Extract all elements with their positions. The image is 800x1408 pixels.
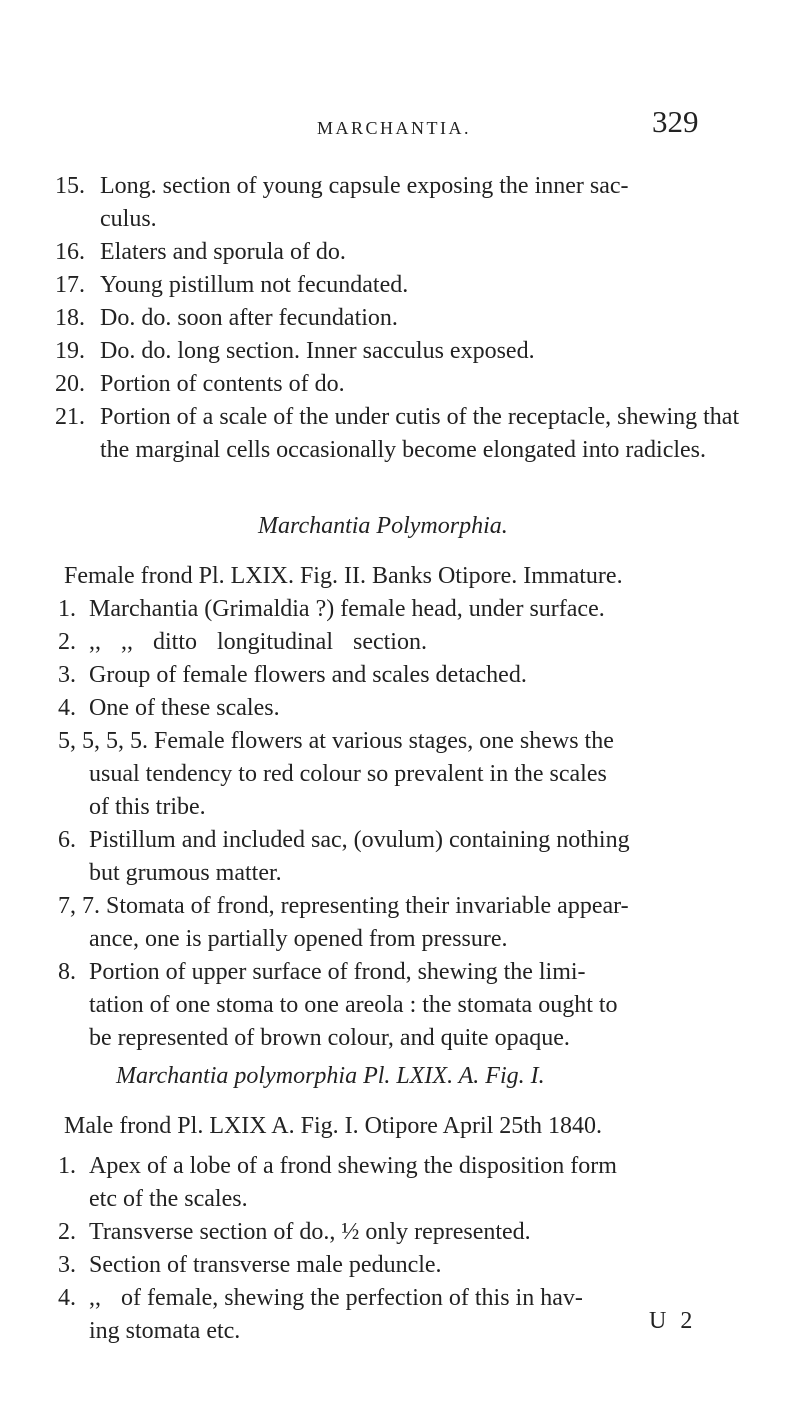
list-item (58, 1216, 758, 1249)
item-number: 1. (58, 1153, 76, 1179)
list-item (58, 890, 758, 956)
item-text: ,, ,, ditto longitudinal section. (89, 629, 427, 655)
item-number: 3. (58, 1252, 76, 1278)
item-number: 2. (58, 1219, 76, 1245)
item-text-continued: ance, one is partially opened from pressure. (89, 926, 508, 952)
item-text: Portion of contents of do. (100, 371, 345, 397)
page-header (0, 104, 800, 144)
item-text: Marchantia (Grimaldia ?) female head, under surface. (89, 596, 605, 622)
item-text: Pistillum and included sac, (ovulum) containing nothing but grumous matter. (89, 827, 630, 886)
item-number: 18. (55, 305, 85, 331)
item-number: 4. (58, 1285, 76, 1311)
item-text: Transverse section of do., ½ only represented. (89, 1219, 531, 1245)
item-text: Long. section of young capsule exposing the inner sac- culus. (100, 173, 629, 232)
section-heading: Marchantia Polymorphia. (258, 513, 508, 539)
item-number: 7, 7. (58, 893, 100, 919)
item-text: Portion of a scale of the under cutis of the receptacle, shewing that the marginal cells occasionally become elongated into radicles. (100, 404, 740, 463)
list-item (55, 170, 755, 236)
item-number: 15. (55, 173, 85, 199)
signature-mark: U 2 (649, 1308, 697, 1334)
item-text-line-1: Stomata of frond, representing their invariable appear- (106, 893, 629, 919)
list-item (58, 956, 758, 1055)
item-text: Do. do. long section. Inner sacculus exposed. (100, 338, 535, 364)
list-item (55, 269, 755, 302)
item-text: Do. do. soon after fecundation. (100, 305, 398, 331)
item-text-continued: of this tribe. (89, 794, 206, 820)
list-item (55, 335, 755, 368)
item-text: One of these scales. (89, 695, 280, 721)
item-number: 1. (58, 596, 76, 622)
running-title: MARCHANTIA. (317, 118, 472, 138)
item-number: 19. (55, 338, 85, 364)
list-item (58, 1249, 758, 1282)
item-number: 17. (55, 272, 85, 298)
item-text-continued: usual tendency to red colour so prevalent in the scales (89, 761, 607, 787)
list-item (55, 302, 755, 335)
item-text: ,, of female, shewing the perfection of this in hav- ing stomata etc. (89, 1285, 583, 1344)
item-number: 3. (58, 662, 76, 688)
item-text: Apex of a lobe of a frond shewing the disposition form etc of the scales. (89, 1153, 617, 1212)
item-text-line-1: Female flowers at various stages, one shews the (154, 728, 614, 754)
list-item (55, 236, 755, 269)
item-text: Group of female flowers and scales detached. (89, 662, 527, 688)
list-item (55, 401, 755, 467)
item-text: Portion of upper surface of frond, shewing the limi- tation of one stoma to one areola : the stomata ought to be represented of brown colour, and quite opaque. (89, 959, 618, 1051)
section-intro: Female frond Pl. LXIX. Fig. II. Banks Otipore. Immature. (64, 563, 623, 589)
item-number: 20. (55, 371, 85, 397)
item-number: 5, 5, 5, 5. (58, 728, 148, 754)
list-item (58, 725, 758, 824)
list-item (58, 659, 758, 692)
item-text: Section of transverse male peduncle. (89, 1252, 442, 1278)
item-number: 21. (55, 404, 85, 430)
section-intro: Male frond Pl. LXIX A. Fig. I. Otipore April 25th 1840. (64, 1113, 602, 1139)
list-item (58, 824, 758, 890)
item-number: 8. (58, 959, 76, 985)
list-item (58, 593, 758, 626)
item-number: 6. (58, 827, 76, 853)
item-number: 16. (55, 239, 85, 265)
item-number: 4. (58, 695, 76, 721)
page-number: 329 (652, 104, 699, 139)
section-heading: Marchantia polymorphia Pl. LXIX. A. Fig. I. (116, 1063, 545, 1089)
item-number: 2. (58, 629, 76, 655)
list-item (55, 368, 755, 401)
item-text: Elaters and sporula of do. (100, 239, 346, 265)
list-item (58, 1150, 758, 1216)
list-item (58, 626, 758, 659)
list-item (58, 692, 758, 725)
item-text: Young pistillum not fecundated. (100, 272, 409, 298)
